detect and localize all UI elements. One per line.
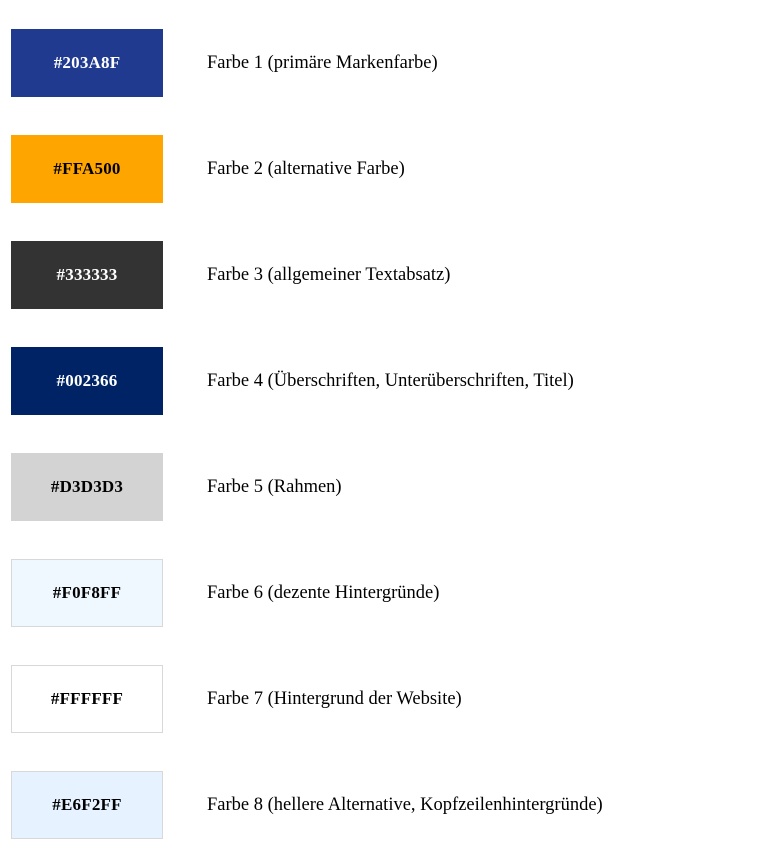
list-item: [0, 116, 776, 222]
list-item: [0, 434, 776, 540]
color-swatch: [11, 559, 163, 627]
color-swatch: [11, 135, 163, 203]
color-description: Farbe 8 (hellere Alternative, Kopfzeilenhintergründe): [207, 794, 603, 815]
color-hex-label: #203A8F: [53, 53, 121, 72]
list-item: [0, 540, 776, 646]
color-swatch: [11, 771, 163, 839]
color-description: Farbe 6 (dezente Hintergründe): [207, 582, 440, 603]
color-hex-label: #D3D3D3: [50, 477, 124, 496]
color-description: Farbe 2 (alternative Farbe): [207, 158, 405, 179]
color-description: Farbe 7 (Hintergrund der Website): [207, 688, 462, 709]
color-swatch: [11, 665, 163, 733]
color-hex-label: #E6F2FF: [52, 795, 122, 814]
color-swatch: [11, 453, 163, 521]
color-hex-label: #333333: [56, 265, 118, 284]
color-description: Farbe 1 (primäre Markenfarbe): [207, 52, 438, 73]
color-hex-label: #FFA500: [53, 159, 121, 178]
color-swatch: [11, 347, 163, 415]
color-hex-label: #002366: [56, 371, 118, 390]
list-item: [0, 752, 776, 858]
list-item: [0, 10, 776, 116]
color-swatch: [11, 241, 163, 309]
color-hex-label: #FFFFFF: [50, 689, 124, 708]
list-item: [0, 328, 776, 434]
color-hex-label: #F0F8FF: [52, 583, 122, 602]
color-description: Farbe 4 (Überschriften, Unterüberschriften, Titel): [207, 370, 574, 391]
list-item: [0, 646, 776, 752]
color-description: Farbe 3 (allgemeiner Textabsatz): [207, 264, 451, 285]
color-swatch: [11, 29, 163, 97]
list-item: [0, 222, 776, 328]
color-description: Farbe 5 (Rahmen): [207, 476, 342, 497]
